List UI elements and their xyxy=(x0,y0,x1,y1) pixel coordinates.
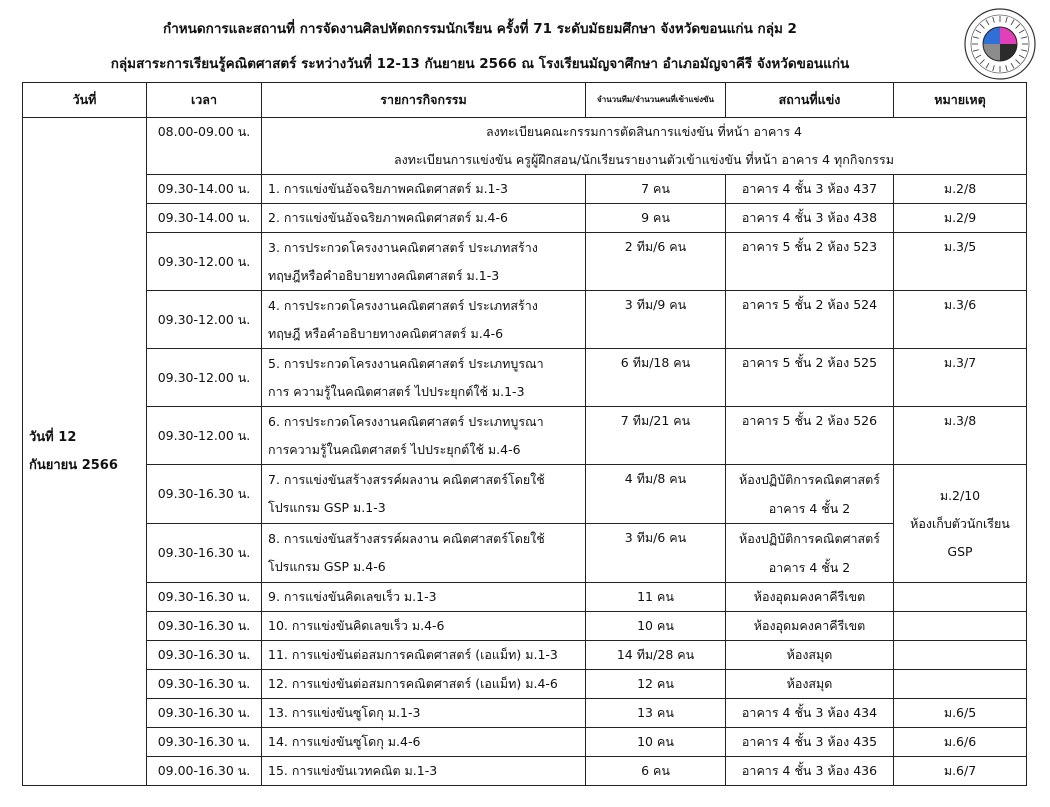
activity-cell xyxy=(262,524,586,583)
activity-cell xyxy=(262,641,586,670)
activity-line: 5. การประกวดโครงงานคณิตศาสตร์ ประเภทบูรณา xyxy=(268,355,544,371)
venue-line: ห้องอุดมคงคาคีรีเขต xyxy=(753,589,866,604)
activity-cell xyxy=(262,612,586,641)
registration-row xyxy=(23,118,1027,175)
col-header-activity: รายการกิจกรรม xyxy=(262,83,586,118)
time-cell: 09.30-14.00 น. xyxy=(147,175,262,204)
activity-cell xyxy=(262,465,586,524)
activity-line: 8. การแข่งขันสร้างสรรค์ผลงาน คณิตศาสตร์โดยใช้ xyxy=(268,531,545,546)
venue-cell xyxy=(726,757,894,786)
time-cell: 09.00-16.30 น. xyxy=(147,757,262,786)
schedule-table xyxy=(22,82,1027,786)
activity-cell xyxy=(262,233,586,291)
activity-line: โปรแกรม GSP ม.4-6 xyxy=(268,559,386,574)
activity-cell xyxy=(262,175,586,204)
count-cell: 13 คน xyxy=(586,699,726,728)
activity-cell xyxy=(262,728,586,757)
activity-line: 2. การแข่งขันอัจฉริยภาพคณิตศาสตร์ ม.4-6 xyxy=(268,210,508,225)
remark-cell xyxy=(894,612,1027,641)
count-cell: 9 คน xyxy=(586,204,726,233)
count-cell: 2 ทีม/6 คน xyxy=(586,233,726,291)
table-row xyxy=(23,291,1027,349)
remark-cell: ม.6/7 xyxy=(894,757,1027,786)
activity-line: โปรแกรม GSP ม.1-3 xyxy=(268,500,386,515)
header-row xyxy=(23,83,1027,118)
venue-cell xyxy=(726,175,894,204)
venue-line: ห้องอุดมคงคาคีรีเขต xyxy=(753,618,866,633)
venue-cell xyxy=(726,670,894,699)
venue-cell xyxy=(726,465,894,524)
col-header-remark: หมายเหตุ xyxy=(894,83,1027,118)
table-row xyxy=(23,757,1027,786)
venue-cell xyxy=(726,233,894,291)
col-header-date: วันที่ xyxy=(23,83,147,118)
activity-cell xyxy=(262,349,586,407)
activity-line: ทฤษฎีหรือคำอธิบายทางคณิตศาสตร์ ม.1-3 xyxy=(268,267,500,283)
count-cell: 12 คน xyxy=(586,670,726,699)
venue-line: อาคาร 5 ชั้น 2 ห้อง 525 xyxy=(741,355,878,370)
remark-line: GSP xyxy=(947,543,973,559)
time-cell: 09.30-16.30 น. xyxy=(147,524,262,583)
table-row xyxy=(23,612,1027,641)
activity-line: การ ความรู้ในคณิตศาสตร์ ไปประยุกต์ใช้ ม.1-3 xyxy=(268,383,525,399)
time-cell: 09.30-16.30 น. xyxy=(147,699,262,728)
remark-cell: ม.6/5 xyxy=(894,699,1027,728)
table-row xyxy=(23,670,1027,699)
count-cell: 4 ทีม/8 คน xyxy=(586,465,726,524)
activity-line: 11. การแข่งขันต่อสมการคณิตศาสตร์ (เอแม็ท) ม.1-3 xyxy=(268,647,558,662)
venue-cell xyxy=(726,699,894,728)
count-cell: 7 คน xyxy=(586,175,726,204)
remark-line: ม.2/10 xyxy=(939,487,981,503)
document-subtitle: กลุ่มสาระการเรียนรู้คณิตศาสตร์ ระหว่างวันที่ 12-13 กันยายน 2566 ณ โรงเรียนมัญจาศึกษา อำเภอมัญจาคีรี จังหวัดขอนแก่น xyxy=(110,56,850,72)
table-row xyxy=(23,524,1027,583)
registration-line-2: ลงทะเบียนการแข่งขัน ครูผู้ฝึกสอน/นักเรียนรายงานตัวเข้าแข่งขัน ที่หน้า อาคาร 4 ทุกกิจกรรม xyxy=(394,152,894,167)
remark-line: ห้องเก็บตัวนักเรียน xyxy=(910,515,1010,531)
col-header-count: จำนวนทีม/จำนวนคนที่เข้าแข่งขัน xyxy=(586,83,726,118)
day-month-label: กันยายน 2566 xyxy=(29,457,118,473)
activity-cell xyxy=(262,699,586,728)
time-cell: 09.30-16.30 น. xyxy=(147,465,262,524)
activity-line: ทฤษฎี หรือคำอธิบายทางคณิตศาสตร์ ม.4-6 xyxy=(268,325,504,341)
activity-cell xyxy=(262,204,586,233)
activity-line: 14. การแข่งขันซูโดกุ ม.4-6 xyxy=(268,734,421,749)
activity-line: 15. การแข่งขันเวทคณิต ม.1-3 xyxy=(268,763,438,778)
remark-cell: ม.3/6 xyxy=(894,291,1027,349)
table-row xyxy=(23,465,1027,524)
venue-line: อาคาร 5 ชั้น 2 ห้อง 526 xyxy=(741,413,878,428)
document-title: กำหนดการและสถานที่ การจัดงานศิลปหัตถกรรมนักเรียน ครั้งที่ 71 ระดับมัธยมศึกษา จังหวัดขอนแก่น กลุ่ม 2 xyxy=(163,21,797,37)
activity-cell xyxy=(262,757,586,786)
table-row xyxy=(23,699,1027,728)
count-cell: 10 คน xyxy=(586,612,726,641)
table-row xyxy=(23,175,1027,204)
time-cell: 09.30-12.00 น. xyxy=(147,407,262,465)
venue-line: อาคาร 4 ชั้น 3 ห้อง 435 xyxy=(741,734,878,749)
time-cell: 09.30-16.30 น. xyxy=(147,612,262,641)
school-emblem-icon xyxy=(963,7,1037,81)
venue-cell xyxy=(726,583,894,612)
venue-cell xyxy=(726,407,894,465)
remark-cell: ม.2/9 xyxy=(894,204,1027,233)
activity-line: 6. การประกวดโครงงานคณิตศาสตร์ ประเภทบูรณา xyxy=(268,413,544,429)
day-cell xyxy=(23,118,147,786)
activity-cell xyxy=(262,670,586,699)
table-row xyxy=(23,583,1027,612)
count-cell: 11 คน xyxy=(586,583,726,612)
table-row xyxy=(23,204,1027,233)
venue-cell xyxy=(726,204,894,233)
venue-cell xyxy=(726,349,894,407)
registration-time: 08.00-09.00 น. xyxy=(147,118,262,175)
venue-line: ห้องสมุด xyxy=(786,647,833,662)
time-cell: 09.30-16.30 น. xyxy=(147,583,262,612)
remark-cell: ม.6/6 xyxy=(894,728,1027,757)
venue-cell xyxy=(726,641,894,670)
remark-cell: ม.3/8 xyxy=(894,407,1027,465)
time-cell: 09.30-16.30 น. xyxy=(147,670,262,699)
remark-cell xyxy=(894,670,1027,699)
venue-line: อาคาร 4 ชั้น 3 ห้อง 434 xyxy=(741,705,878,720)
activity-line: 3. การประกวดโครงงานคณิตศาสตร์ ประเภทสร้าง xyxy=(268,239,538,255)
time-cell: 09.30-12.00 น. xyxy=(147,291,262,349)
activity-line: 9. การแข่งขันคิดเลขเร็ว ม.1-3 xyxy=(268,589,437,604)
time-cell: 09.30-12.00 น. xyxy=(147,349,262,407)
col-header-time: เวลา xyxy=(147,83,262,118)
count-cell: 6 ทีม/18 คน xyxy=(586,349,726,407)
day-label: วันที่ 12 xyxy=(29,429,77,445)
activity-line: 10. การแข่งขันคิดเลขเร็ว ม.4-6 xyxy=(268,618,445,633)
time-cell: 09.30-14.00 น. xyxy=(147,204,262,233)
venue-line: อาคาร 5 ชั้น 2 ห้อง 523 xyxy=(741,239,878,254)
remark-cell: ม.2/8 xyxy=(894,175,1027,204)
time-cell: 09.30-12.00 น. xyxy=(147,233,262,291)
remark-cell: ม.3/5 xyxy=(894,233,1027,291)
venue-line: อาคาร 4 ชั้น 3 ห้อง 437 xyxy=(741,181,878,196)
col-header-venue: สถานที่แข่ง xyxy=(726,83,894,118)
table-row xyxy=(23,728,1027,757)
table-row xyxy=(23,233,1027,291)
venue-line: อาคาร 5 ชั้น 2 ห้อง 524 xyxy=(741,297,878,312)
venue-line: อาคาร 4 ชั้น 2 xyxy=(768,501,851,516)
activity-line: การความรู้ในคณิตศาสตร์ ไปประยุกต์ใช้ ม.4-6 xyxy=(268,441,521,457)
table-row xyxy=(23,349,1027,407)
activity-cell xyxy=(262,407,586,465)
remark-cell: ม.3/7 xyxy=(894,349,1027,407)
table-row xyxy=(23,641,1027,670)
venue-line: อาคาร 4 ชั้น 3 ห้อง 438 xyxy=(741,210,878,225)
activity-line: 12. การแข่งขันต่อสมการคณิตศาสตร์ (เอแม็ท) ม.4-6 xyxy=(268,676,558,691)
count-cell: 10 คน xyxy=(586,728,726,757)
time-cell: 09.30-16.30 น. xyxy=(147,641,262,670)
registration-info xyxy=(262,118,1027,175)
count-cell: 14 ทีม/28 คน xyxy=(586,641,726,670)
venue-cell xyxy=(726,524,894,583)
gsp-remark-cell xyxy=(894,465,1027,583)
activity-cell xyxy=(262,291,586,349)
count-cell: 3 ทีม/9 คน xyxy=(586,291,726,349)
venue-line: อาคาร 4 ชั้น 2 xyxy=(768,560,851,575)
remark-cell xyxy=(894,583,1027,612)
time-cell: 09.30-16.30 น. xyxy=(147,728,262,757)
venue-cell xyxy=(726,612,894,641)
registration-line-1: ลงทะเบียนคณะกรรมการตัดสินการแข่งขัน ที่หน้า อาคาร 4 xyxy=(485,124,803,139)
venue-cell xyxy=(726,291,894,349)
activity-cell xyxy=(262,583,586,612)
venue-line: อาคาร 4 ชั้น 3 ห้อง 436 xyxy=(741,763,878,778)
activity-line: 13. การแข่งขันซูโดกุ ม.1-3 xyxy=(268,705,421,720)
count-cell: 7 ทีม/21 คน xyxy=(586,407,726,465)
venue-cell xyxy=(726,728,894,757)
table-row xyxy=(23,407,1027,465)
venue-line: ห้องสมุด xyxy=(786,676,833,691)
count-cell: 3 ทีม/6 คน xyxy=(586,524,726,583)
activity-line: 4. การประกวดโครงงานคณิตศาสตร์ ประเภทสร้าง xyxy=(268,297,538,313)
count-cell: 6 คน xyxy=(586,757,726,786)
remark-cell xyxy=(894,641,1027,670)
venue-line: ห้องปฏิบัติการคณิตศาสตร์ xyxy=(738,531,881,546)
venue-line: ห้องปฏิบัติการคณิตศาสตร์ xyxy=(738,472,881,487)
activity-line: 1. การแข่งขันอัจฉริยภาพคณิตศาสตร์ ม.1-3 xyxy=(268,181,508,196)
activity-line: 7. การแข่งขันสร้างสรรค์ผลงาน คณิตศาสตร์โดยใช้ xyxy=(268,472,545,487)
